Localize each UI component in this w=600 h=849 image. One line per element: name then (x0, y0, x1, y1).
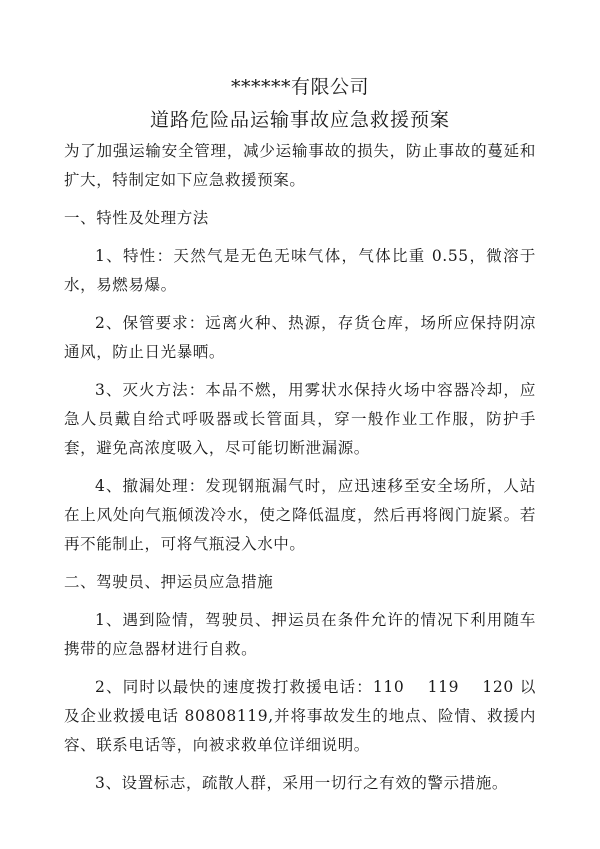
section2-item-3: 3、设置标志，疏散人群，采用一切行之有效的警示措施。 (95, 774, 508, 792)
section1-item-1: 1、特性：天然气是无色无味气体，气体比重 0.55，微溶于水，易燃易爆。 (64, 247, 536, 294)
section1-item-4: 4、撤漏处理：发现钢瓶漏气时，应迅速移至安全场所，人站在上风处向气瓶倾泼冷水，使之降低温度，然后再将阀门旋紧。若再不能制止，可将气瓶浸入水中。 (64, 477, 536, 553)
section2-heading: 二、驾驶员、押运员应急措施 (64, 573, 274, 591)
section2-item-1: 1、遇到险情，驾驶员、押运员在条件允许的情况下利用随车携带的应急器材进行自救。 (64, 611, 536, 658)
section1-heading: 一、特性及处理方法 (64, 209, 209, 227)
section1-item-2: 2、保管要求：远离火种、热源，存货仓库，场所应保持阴凉通风，防止日光暴晒。 (64, 314, 536, 361)
section1-item-3: 3、灭火方法：本品不燃，用雾状水保持火场中容器冷却，应急人员戴自给式呼吸器或长管面具，穿一般作业工作服，防护手套，避免高浓度吸入，尽可能切断泄漏源。 (64, 381, 536, 457)
company-name: ******有限公司 (230, 76, 369, 98)
document-body (64, 137, 536, 807)
intro-paragraph: 为了加强运输安全管理，减少运输事故的损失，防止事故的蔓延和扩大，特制定如下应急救援预案。 (64, 142, 536, 189)
document-title: 道路危险品运输事故应急救援预案 (149, 109, 450, 131)
section2-item-2: 2、同时以最快的速度拨打救援电话：110 119 120 以及企业救援电话 80808119,并将事故发生的地点、险情、救援内容、联系电话等，向被求救单位详细说明。 (64, 678, 536, 754)
